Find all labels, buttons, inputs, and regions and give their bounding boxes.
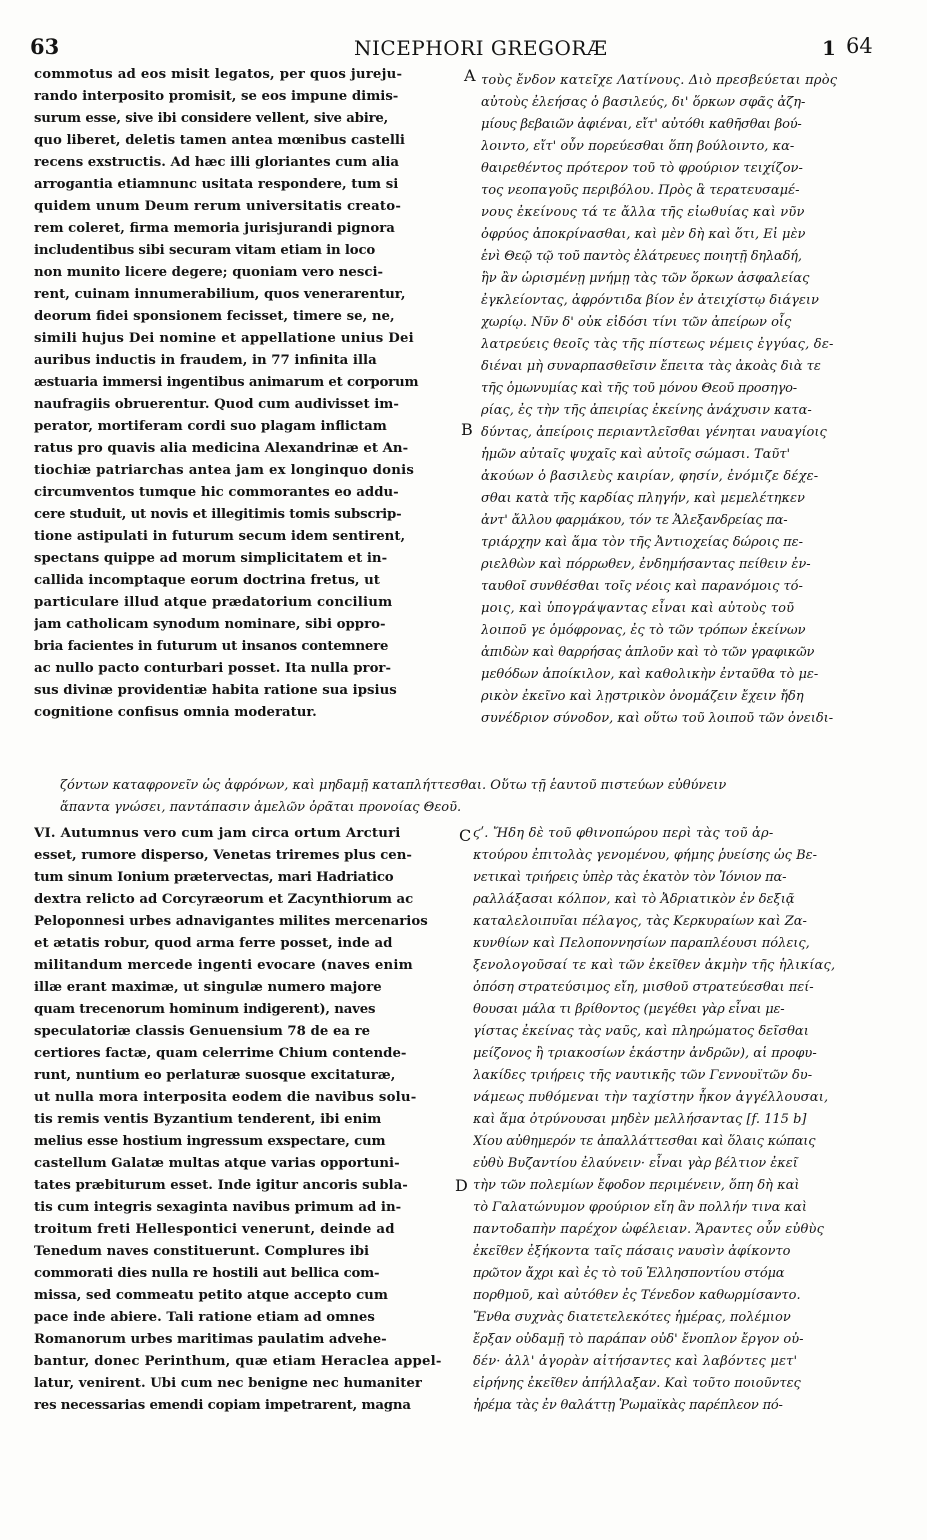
text-line: Χίου αὐθημερόν τε ἀπαλλάττεσθαι καὶ ὅλαις κώπαις — [473, 1134, 816, 1149]
text-line: τὴν τῶν πολεμίων ἔφοδον περιμένειν, ὅπη δὴ καὶ — [473, 1178, 800, 1193]
text-line: καταλελοιπυῖαι πέλαγος, τὰς Κερκυραίων καὶ Ζα- — [473, 914, 807, 929]
text-line: θουσαι μάλα τι βρίθοντος (μεγέθει γὰρ εἶναι με- — [473, 1002, 785, 1017]
text-line: τος νεοπαγοῦς περιβόλου. Πρὸς ἃ τερατευσαμέ- — [481, 183, 800, 198]
greek-column-top — [481, 70, 917, 730]
text-line: εἰρήνης ἐκεῖθεν ἀπήλλαξαν. Καὶ τοῦτο ποιοῦντες — [473, 1376, 801, 1391]
text-line: ἀκούων ὁ βασιλεὺς καιρίαν, φησίν, ἐνόμιζε δέχε- — [481, 469, 819, 484]
text-line: ac nullo pacto conturbari posset. Ita nulla pror- — [34, 661, 391, 676]
page-number-right: 64 — [846, 34, 873, 58]
text-line: χωρίῳ. Νῦν δ' οὐκ εἰδόσι τίνι τῶν ἀπείρων οἷς — [481, 315, 792, 330]
text-line: dextra relicto ad Corcyræorum et Zacynthiorum ac — [34, 892, 414, 907]
text-line: λοιποῦ γε ὁμόφρονας, ἐς τὸ τῶν τρόπων ἐκείνων — [481, 623, 806, 638]
text-line: ζόντων καταφρονεῖν ὡς ἀφρόνων, καὶ μηδαμῇ καταπλήττεσθαι. Οὕτω τῇ ἑαυτοῦ πιστεύων εὐθύνειν — [60, 778, 727, 793]
text-line: μίους βεβαιῶν ἀφιέναι, εἴτ' αὐτόθι καθῆσθαι βού- — [481, 117, 802, 132]
text-line: μεθόδων ἀποίκιλον, καὶ καθολικὴν ἐνταῦθα τὸ με- — [481, 667, 819, 682]
text-line: ἀπιδὼν καὶ θαρρήσας ἁπλοῦν καὶ τὸ τῶν γραφικῶν — [481, 645, 815, 660]
text-line: sus divinæ providentiæ habita ratione sua ipsius — [34, 683, 397, 698]
text-line: μείζονος ἢ τριακοσίων ἑκάστην ἀνδρῶν), αἱ προφυ- — [473, 1046, 817, 1061]
text-line: Tenedum naves constituerunt. Complures ibi — [34, 1244, 370, 1259]
margin-marker-a: A — [464, 66, 476, 85]
text-line: ραλλάξασαι κόλπον, καὶ τὸ Ἀδριατικὸν ἐν δεξιᾷ — [473, 892, 795, 907]
text-line: λοιντο, εἴτ' οὖν πορεύεσθαι ὅπη βούλοιντο, κα- — [481, 139, 795, 154]
text-line: pace inde abiere. Tali ratione etiam ad omnes — [34, 1310, 375, 1325]
text-line: surum esse, sive ibi considere vellent, sive abire, — [34, 111, 389, 126]
text-line: includentibus sibi securam vitam etiam in loco — [34, 243, 376, 258]
text-line: cognitione confisus omnia moderatur. — [34, 705, 317, 720]
text-line: θαιρεθέντος πρότερον τοῦ τὸ φρούριον τειχίζον- — [481, 161, 803, 176]
text-line: τῆς ὁμωνυμίας καὶ τῆς τοῦ μόνου Θεοῦ προσηγο- — [481, 381, 797, 396]
text-line: παντοδαπὴν παρέχον ὠφέλειαν. Ἄραντες οὖν εὐθὺς — [473, 1222, 825, 1237]
text-line: certiores factæ, quam celerrime Chium contende- — [34, 1046, 407, 1061]
text-line: tiochiæ patriarchas antea jam ex longinquo donis — [34, 463, 415, 478]
text-line: ὀφρύος ἀποκρίνασθαι, καὶ μὲν δὴ καὶ ὅτι, Εἰ μὲν — [481, 227, 806, 242]
text-line: missa, sed commeatu petito atque accepto cum — [34, 1288, 388, 1303]
text-line: ἣν ἂν ὡρισμένῃ μνήμῃ τὰς τῶν ὅρκων ἀσφαλείας — [481, 271, 810, 286]
text-line: τὸ Γαλατώνυμον φρούριον εἴη ἂν πολλήν τινα καὶ — [473, 1200, 807, 1215]
text-line: et ætatis robur, quod arma ferre posset, inde ad — [34, 936, 393, 951]
text-line: ἀντ' ἄλλου φαρμάκου, τόν τε Ἀλεξανδρείας πα- — [481, 513, 788, 528]
margin-marker-d: D — [455, 1176, 468, 1195]
text-line: λακίδες τριήρεις τῆς ναυτικῆς τῶν Γεννουϊτῶν δυ- — [473, 1068, 813, 1083]
text-line: μοις, καὶ ὑπογράψαντας εἶναι καὶ αὐτοὺς τοῦ — [481, 601, 795, 616]
text-line: ἔρξαν οὐδαμῇ τὸ παράπαν οὐδ' ἔνοπλον ἔργον οὐ- — [473, 1332, 804, 1347]
text-line: ἅπαντα γνώσει, παντάπασιν ἀμελῶν ὁρᾶται προνοίας Θεοῦ. — [60, 800, 462, 815]
text-line: ρίας, ἐς τὴν τῆς ἀπειρίας ἐκείνης ἀνάχυσιν κατα- — [481, 403, 812, 418]
text-line: ταυθοῖ συνθέσθαι τοῖς νέοις καὶ παρανόμοις τό- — [481, 579, 803, 594]
text-line: ἐγκλείοντας, ἀφρόντιδα βίον ἐν ἀτειχίστῳ διάγειν — [481, 293, 819, 308]
margin-marker-c: C — [459, 826, 472, 845]
text-line: ϛʹ. Ἤδη δὲ τοῦ φθινοπώρου περὶ τὰς τοῦ ἀρ- — [473, 826, 774, 841]
page-number-left: 63 — [30, 34, 60, 59]
text-line: ἐκεῖθεν ἐξήκοντα ταῖς πάσαις ναυσὶν ἀφίκοντο — [473, 1244, 791, 1259]
text-line: rem coleret, firma memoria jurisjurandi pignora — [34, 221, 395, 236]
text-line: συνέδριον σύνοδον, καὶ οὕτω τοῦ λοιποῦ τῶν ὀνειδι- — [481, 711, 834, 726]
text-line: Peloponnesi urbes adnavigantes milites mercenarios — [34, 914, 428, 929]
text-line: cere studuit, ut novis et illegitimis tomis subscrip- — [34, 507, 402, 522]
text-line: rent, cuinam innumerabilium, quos venerarentur, — [34, 287, 406, 302]
running-title: NICEPHORI GREGORÆ — [354, 36, 608, 60]
text-line: Romanorum urbes maritimas paulatim advehe- — [34, 1332, 387, 1347]
greek-column-bottom — [473, 823, 917, 1417]
text-line: non munito licere degere; quoniam vero nesci- — [34, 265, 384, 280]
text-line: ut nulla mora interposita eodem die navibus solu- — [34, 1090, 417, 1105]
text-line: αὐτοὺς ἐλεήσας ὁ βασιλεύς, δι' ὅρκων σφᾶς ἀζη- — [481, 95, 806, 110]
column-marker: 1 — [822, 36, 836, 60]
text-line: quidem unum Deum rerum universitatis creato- — [34, 199, 402, 214]
text-line: εὐθὺ Βυζαντίου ἐλαύνειν· εἶναι γὰρ βέλτιον ἐκεῖ — [473, 1156, 798, 1171]
text-line: ξενολογοῦσαί τε καὶ τῶν ἐκεῖθεν ἀκμὴν τῆς ἡλικίας, — [473, 958, 836, 973]
text-line: δέν· ἀλλ' ἀγορὰν αἰτήσαντες καὶ λαβόντες μετ' — [473, 1354, 798, 1369]
text-line: perator, mortiferam cordi suo plagam inflictam — [34, 419, 387, 434]
text-line: commorati dies nulla re hostili aut bellica com- — [34, 1266, 380, 1281]
text-line: τριάρχην καὶ ἅμα τὸν τῆς Ἀντιοχείας δώροις πε- — [481, 535, 804, 550]
text-line: tis cum integris sexaginta navibus primum ad in- — [34, 1200, 402, 1215]
text-line: γίστας ἐκείνας τὰς ναῦς, καὶ πληρώματος δεῖσθαι — [473, 1024, 809, 1039]
text-line: auribus inductis in fraudem, in 77 infinita illa — [34, 353, 377, 368]
text-line: quam trecenorum hominum indigerent), naves — [34, 1002, 376, 1017]
text-line: ριελθὼν καὶ πόρρωθεν, ἐνδημήσαντας πείθειν ἐν- — [481, 557, 811, 572]
latin-column-top — [34, 64, 460, 724]
text-line: tione astipulati in futurum secum idem sentirent, — [34, 529, 406, 544]
text-line: speculatoriæ classis Genuensium 78 de ea re — [34, 1024, 371, 1039]
text-line: latur, venirent. Ubi cum nec benigne nec humaniter — [34, 1376, 422, 1391]
text-line: πρῶτον ἄχρι καὶ ἐς τὸ τοῦ Ἑλλησποντίου στόμα — [473, 1266, 785, 1281]
text-line: æstuaria immersi ingentibus animarum et corporum — [34, 375, 419, 390]
text-line: simili hujus Dei nomine et appellatione unius Dei — [34, 331, 414, 346]
text-line: ρικὸν ἐκεῖνο καὶ λῃστρικὸν ὀνομάζειν ἔχειν ἤδη — [481, 689, 804, 704]
text-line: castellum Galatæ multas atque varias opportuni- — [34, 1156, 400, 1171]
text-line: καὶ ἅμα ὀτρύνουσαι μηδὲν μελλήσαντας [f. 115 b] — [473, 1112, 807, 1127]
text-line: rando interposito promisit, se eos impune dimis- — [34, 89, 399, 104]
text-line: δύντας, ἀπείροις περιαντλεῖσθαι γένηται ναυαγίοις — [481, 425, 827, 440]
text-line: σθαι κατὰ τῆς καρδίας πληγήν, καὶ μεμελέτηκεν — [481, 491, 805, 506]
text-line: λατρεύεις θεοῖς τὰς τῆς πίστεως νέμεις ἐγγύας, δε- — [481, 337, 834, 352]
text-line: ratus pro quavis alia medicina Alexandrinæ et An- — [34, 441, 409, 456]
text-line: ὁπόση στρατεύσιμος εἴη, μισθοῦ στρατεύεσθαι πεί- — [473, 980, 814, 995]
text-line: Ἔνθα συχνὰς διατετελεκότες ἡμέρας, πολέμιον — [473, 1310, 791, 1325]
text-line: VI. Autumnus vero cum jam circa ortum Arcturi — [34, 826, 401, 841]
text-line: quo liberet, deletis tamen antea mœnibus castelli — [34, 133, 405, 148]
text-line: runt, nuntium eo perlaturæ suosque excitaturæ, — [34, 1068, 396, 1083]
text-line: melius esse hostium ingressum exspectare, cum — [34, 1134, 386, 1149]
text-line: circumventos tumque hic commorantes eo addu- — [34, 485, 399, 500]
text-line: νετικαὶ τριήρεις ὑπὲρ τὰς ἑκατὸν τὸν Ἰόνιον πα- — [473, 870, 787, 885]
text-line: ἠρέμα τὰς ἐν θαλάττῃ Ῥωμαϊκὰς παρέπλεον πό- — [473, 1398, 783, 1413]
text-line: κυνθίων καὶ Πελοποννησίων παραπλέουσι πόλεις, — [473, 936, 810, 951]
text-line: esset, rumore disperso, Venetas triremes plus cen- — [34, 848, 412, 863]
text-line: illæ erant maximæ, ut singulæ numero majore — [34, 980, 382, 995]
text-line: spectans quippe ad morum simplicitatem et in- — [34, 551, 388, 566]
text-line: tates præbiturum esset. Inde igitur ancoris subla- — [34, 1178, 408, 1193]
text-line: bria facientes in futurum ut insanos contemnere — [34, 639, 389, 654]
text-line: res necessarias emendi copiam impetrarent, magna — [34, 1398, 411, 1413]
text-line: troitum freti Hellespontici venerunt, deinde ad — [34, 1222, 395, 1237]
text-line: commotus ad eos misit legatos, per quos jureju- — [34, 67, 403, 82]
text-line: particulare illud atque prædatorium concilium — [34, 595, 393, 610]
text-line: πορθμοῦ, καὶ αὐτόθεν ἐς Τένεδον καθωρμίσαντο. — [473, 1288, 801, 1303]
text-line: tis remis ventis Byzantium tenderent, ibi enim — [34, 1112, 382, 1127]
text-line: νάμεως πυθόμεναι τὴν ταχίστην ἧκον ἀγγέλλουσαι, — [473, 1090, 829, 1105]
text-line: τοὺς ἔνδον κατεῖχε Λατίνους. Διὸ πρεσβεύεται πρὸς — [481, 73, 838, 88]
text-line: διέναι μὴ συναρπασθεῖσιν ἔπειτα τὰς ἀκοὰς διὰ τε — [481, 359, 821, 374]
text-line: ἡμῶν αὐταῖς ψυχαῖς καὶ αὐτοῖς σώμασι. Ταῦτ' — [481, 447, 791, 462]
text-line: jam catholicam synodum nominare, sibi oppro- — [34, 617, 386, 632]
text-line: naufragiis obruerentur. Quod cum audivisset im- — [34, 397, 399, 412]
text-line: bantur, donec Perinthum, quæ etiam Heraclea appel- — [34, 1354, 442, 1369]
text-line: recens exstructis. Ad hæc illi gloriantes cum alia — [34, 155, 400, 170]
text-line: κτούρου ἐπιτολὰς γενομένου, φήμης ῥυείσης ὡς Βε- — [473, 848, 817, 863]
text-line: deorum fidei sponsionem fecisset, timere se, ne, — [34, 309, 395, 324]
text-line: militandum mercede ingenti evocare (naves enim — [34, 958, 413, 973]
greek-spanning-lines — [60, 775, 920, 819]
text-line: arrogantia etiamnunc usitata respondere, tum si — [34, 177, 399, 192]
margin-marker-b: B — [461, 420, 473, 439]
text-line: tum sinum Ionium prætervectas, mari Hadriatico — [34, 870, 394, 885]
latin-column-bottom — [34, 823, 460, 1417]
text-line: νους ἐκείνους τά τε ἄλλα τῆς εἰωθυίας καὶ νῦν — [481, 205, 805, 220]
text-line: callida incomptaque eorum doctrina fretus, ut — [34, 573, 380, 588]
text-line: ἑνὶ Θεῷ τῷ τοῦ παντὸς ἐλάτρευες ποιητῇ δηλαδή, — [481, 249, 802, 264]
